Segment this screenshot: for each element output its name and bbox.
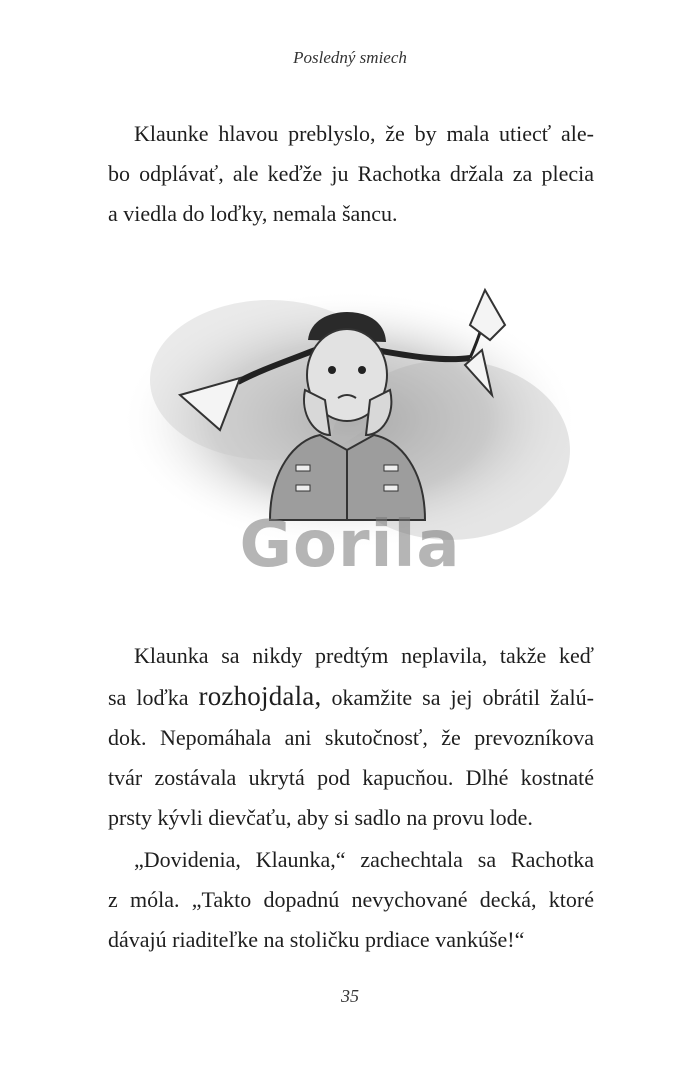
paragraph-2: [108, 636, 594, 838]
paragraph-3: [108, 840, 594, 960]
paragraph-1: [108, 114, 594, 234]
page-number: 35: [341, 986, 359, 1006]
text-segment: sa loďka: [108, 685, 199, 710]
text-line: dok. Nepomáhala ani skutočnosť, že prevozníkova: [108, 725, 594, 750]
text-line: Klaunke hlavou preblyslo, že by mala utiecť ale-: [134, 121, 594, 146]
emphasized-word: rozhojdala,: [198, 681, 322, 711]
text-line: a viedla do loďky, nemala šancu.: [108, 201, 398, 226]
text-line: dávajú riaditeľke na stoličku prdiace vankúše!“: [108, 927, 525, 952]
text-line: bo odplávať, ale keďže ju Rachotka držala za plecia: [108, 161, 594, 186]
text-line: Klaunka sa nikdy predtým neplavila, takže keď: [134, 643, 594, 668]
text-line: „Dovidenia, Klaunka,“ zachechtala sa Rachotka: [134, 847, 594, 872]
text-line: [108, 676, 594, 718]
text-line: prsty kývli dievčaťu, aby si sadlo na provu lode.: [108, 805, 533, 830]
text-line: tvár zostávala ukrytá pod kapucňou. Dlhé kostnaté: [108, 765, 594, 790]
running-title: Posledný smiech: [293, 48, 407, 67]
watermark-logo: Gorila: [239, 508, 461, 582]
text-segment: okamžite sa jej obrátil žalú-: [321, 685, 594, 710]
text-line: z móla. „Takto dopadnú nevychované decká, ktoré: [108, 887, 594, 912]
